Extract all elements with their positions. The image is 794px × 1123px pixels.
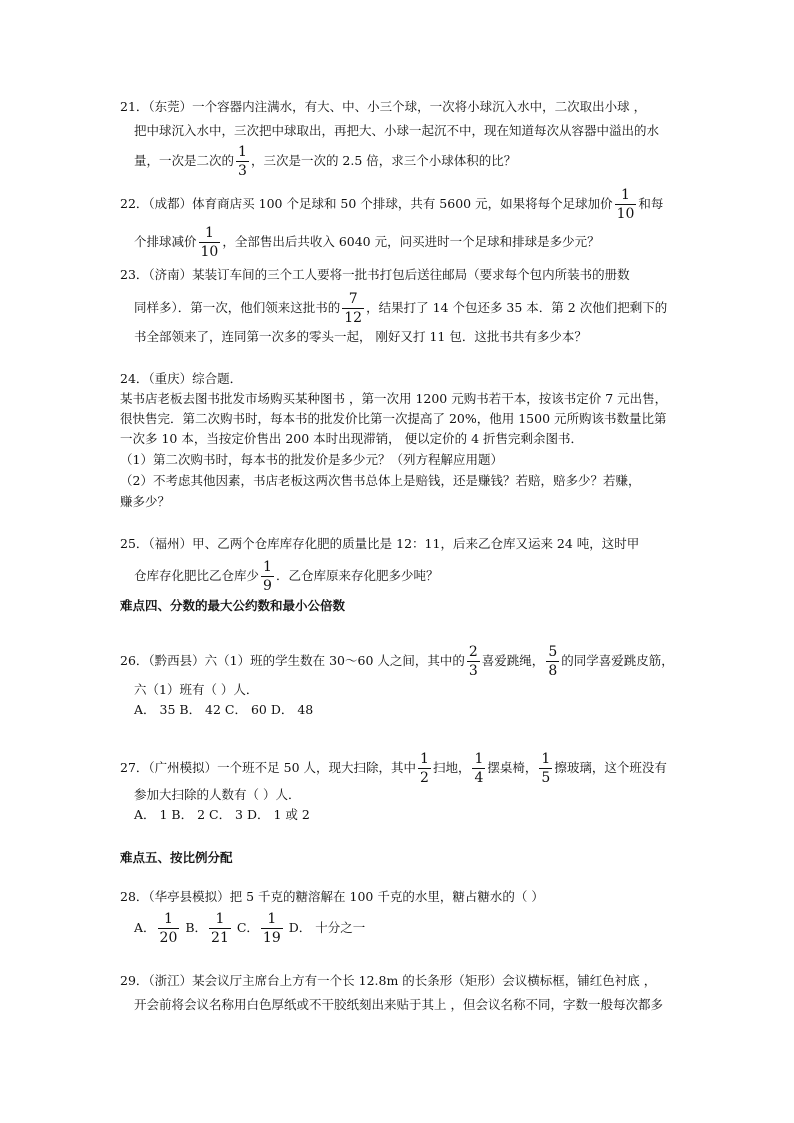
fraction-numerator: 7 [342,292,364,309]
q22-line-1 [120,188,680,221]
q29-line-2: 开会前将会议名称用白色厚纸或不干胶纸刻出来贴于其上 ，但会议名称不同，字数一般每次都多 [134,997,663,1012]
q22-text: ，全部售出后共收入 6040 元，问买进时一个足球和排球是多少元？ [222,234,600,249]
q27-text: 27．（广州模拟）一个班不足 50 人，现大扫除，其中 [120,760,417,775]
q22-text: 个排球减价 [134,234,197,249]
fraction-denominator: 10 [200,244,219,260]
q28-option-a: A． [134,920,156,935]
fraction-numerator: 1 [158,912,180,929]
q29-line-1: 29．（浙江）某会议厅主席台上方有一个长 12.8m 的长条形（矩形）会议横标框，铺红色衬底 ， [120,973,657,988]
q25-line-2 [134,560,694,593]
q21-text: ，三次是一次的 2.5 倍，求三个小球体积的比？ [250,153,517,168]
q26-line-2: 六（1）班有（ ）人． [134,682,259,697]
q22-fraction [199,226,221,259]
q27-text: 擦玻璃，这个班没有 [554,760,667,775]
q24-line-6: （2）不考虑其他因素，书店老板这两次售书总体上是赔钱，还是赚钱？若赔，赔多少？若赚， [120,473,641,488]
fraction-numerator: 5 [548,644,558,660]
q23-line-2 [134,292,694,325]
q27-text: 摆桌椅， [487,760,538,775]
q21-line-2: 把中球沉入水中，三次把中球取出，再把大、小球一起沉不中，现在知道每次从容器中溢出的水 [134,123,660,138]
fraction-denominator: 4 [474,770,484,786]
fraction-numerator: 1 [238,144,247,160]
q28-fraction [261,912,283,945]
q22-text: 和每 [638,196,664,211]
q25-text: 仓库存化肥比乙仓库少 [134,568,260,583]
q21-fraction [236,145,249,178]
q22-fraction [615,188,637,221]
fraction-denominator: 10 [616,206,635,222]
q22-line-2 [134,226,694,259]
fraction-numerator: 2 [468,644,478,660]
q27-line-1 [120,752,680,785]
q22-text: 22．（成都）体育商店买 100 个足球和 50 个排球，共有 5600 元，如果将每个足球加价 [120,196,613,211]
fraction-denominator: 21 [211,930,229,946]
fraction-denominator: 19 [262,930,281,946]
q26-fraction [546,645,559,678]
q27-fraction [472,752,485,785]
fraction-denominator: 3 [238,163,247,179]
q23-text: ，结果打了 14 个包还多 35 本．第 2 次他们把剩下的 [366,300,668,315]
q23-line-3: 书全部领来了，连同第一次多的零头一起， 刚好又打 11 包．这批书共有多少本？ [134,329,587,344]
q25-fraction [261,560,274,593]
q26-line-1 [120,645,680,678]
q27-options: A． 1 B． 2 C． 3 D． 1 或 2 [134,807,310,822]
q21-line-1: 21．（东莞）一个容器内注满水，有大、中、小三个球，一次将小球沉入水中，二次取出小球 ， [120,99,647,114]
fraction-numerator: 1 [474,751,484,767]
fraction-numerator: 1 [199,226,221,243]
q24-line-4: 一次多 10 本，当按定价售出 200 本时出现滞销， 便以定价的 4 折售完剩余图书． [120,431,584,446]
q27-text: 扫地， [432,760,471,775]
section-heading-4: 难点四、分数的最大公约数和最小公倍数 [120,598,346,613]
q26-text: 的同学喜爱跳皮筋， [561,653,674,668]
fraction-denominator: 3 [468,663,478,679]
q28-option-d: D． 十分之一 [284,920,366,935]
section-heading-5: 难点五、按比例分配 [120,850,233,865]
q28-fraction [158,912,180,945]
q23-fraction [342,292,364,325]
q26-text: 26．（黔西县）六（1）班的学生数在 30～60 人之间，其中的 [120,653,465,668]
q24-line-1: 24．（重庆）综合题． [120,371,243,386]
q28-line-1: 28．（华亭县模拟）把 5 千克的糖溶解在 100 千克的水里，糖占糖水的（ ） [120,889,544,904]
q27-fraction [418,752,431,785]
q25-text: ．乙仓库原来存化肥多少吨？ [275,568,439,583]
q24-line-2: 某书店老板去图书批发市场购买某种图书 ，第一次用 1200 元购书若干本，按该书定价 7 元出售， [120,391,668,406]
q23-text: 同样多）．第一次，他们领来这批书的 [134,300,341,315]
fraction-denominator: 12 [344,310,363,326]
q27-line-2: 参加大扫除的人数有（ ）人． [134,787,301,802]
fraction-numerator: 1 [261,912,283,929]
q23-line-1: 23．（济南）某装订车间的三个工人要将一批书打包后送往邮局（要求每个包内所装书的册数 [120,267,630,282]
q26-text: 喜爱跳绳， [481,653,545,668]
q21-line-3 [134,145,694,178]
fraction-numerator: 1 [209,912,231,929]
fraction-numerator: 1 [420,751,429,767]
q24-line-3: 很快售完．第二次购书时，每本书的批发价比第一次提高了 20%，他用 1500 元所购该书数量比第 [120,411,667,426]
fraction-denominator: 20 [159,930,178,946]
q28-options [134,912,694,945]
fraction-denominator: 5 [541,770,551,786]
q28-fraction [209,912,231,945]
q24-line-5: （1）第二次购书时，每本书的批发价是多少元？（列方程解应用题） [120,452,503,467]
q28-option-b: B． [181,920,208,935]
q28-option-c: C． [232,920,259,935]
q27-fraction [539,752,552,785]
q24-line-7: 赚多少？ [120,494,171,509]
fraction-numerator: 1 [615,188,637,205]
fraction-denominator: 2 [420,770,429,786]
fraction-denominator: 8 [548,663,558,679]
q26-options: A． 35 B． 42 C． 60 D． 48 [134,702,314,717]
fraction-denominator: 9 [263,578,272,594]
fraction-numerator: 1 [263,559,272,575]
q25-line-1: 25．（福州）甲、乙两个仓库库存化肥的质量比是 12：11，后来乙仓库又运来 24 吨，这时甲 [120,536,640,551]
q26-fraction [467,645,480,678]
fraction-numerator: 1 [541,751,551,767]
q21-text: 量，一次是二次的 [134,153,235,168]
